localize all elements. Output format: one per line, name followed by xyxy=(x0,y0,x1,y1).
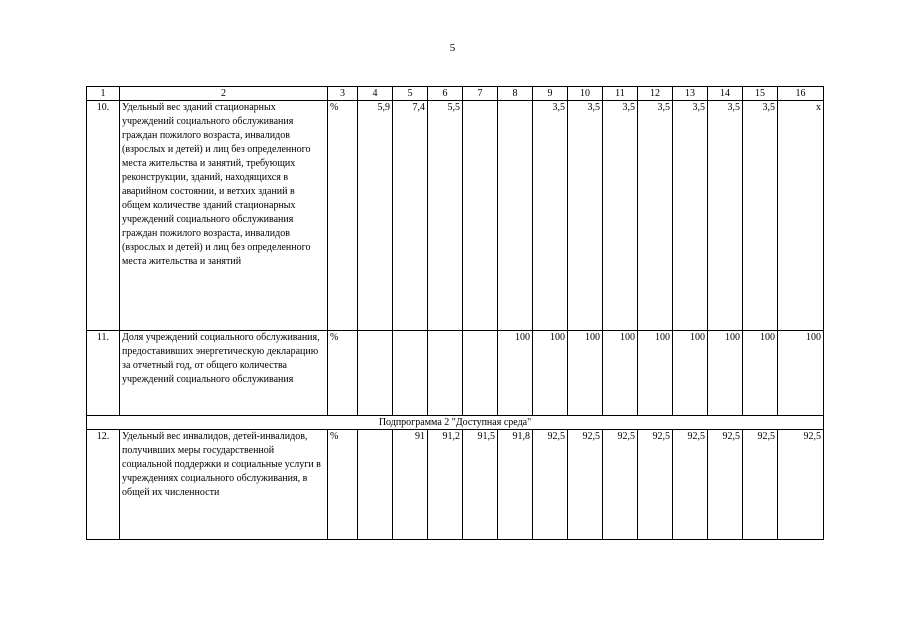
col-header: 12 xyxy=(638,87,673,101)
col-header: 13 xyxy=(673,87,708,101)
value-cell: 3,5 xyxy=(708,101,743,331)
value-cell xyxy=(358,331,393,416)
value-cell: 5,9 xyxy=(358,101,393,331)
value-cell: 92,5 xyxy=(533,430,568,540)
value-cell: 92,5 xyxy=(778,430,824,540)
value-cell: 91,2 xyxy=(428,430,463,540)
value-cell: 100 xyxy=(498,331,533,416)
value-cell: 3,5 xyxy=(638,101,673,331)
unit-cell: % xyxy=(328,101,358,331)
value-cell: 100 xyxy=(743,331,778,416)
value-cell: 100 xyxy=(603,331,638,416)
value-cell xyxy=(463,331,498,416)
value-cell: 92,5 xyxy=(708,430,743,540)
value-cell: х xyxy=(778,101,824,331)
col-header: 9 xyxy=(533,87,568,101)
row-number: 12. xyxy=(87,430,120,540)
value-cell xyxy=(393,331,428,416)
value-cell: 91 xyxy=(393,430,428,540)
value-cell: 100 xyxy=(778,331,824,416)
value-cell: 92,5 xyxy=(743,430,778,540)
page-number: 5 xyxy=(449,42,456,54)
value-cell: 100 xyxy=(568,331,603,416)
column-number-row xyxy=(87,87,824,101)
value-cell xyxy=(428,331,463,416)
value-cell: 92,5 xyxy=(568,430,603,540)
row-number: 11. xyxy=(87,331,120,416)
unit-cell: % xyxy=(328,430,358,540)
value-cell xyxy=(358,430,393,540)
col-header: 5 xyxy=(393,87,428,101)
indicator-name: Доля учреждений социального обслуживания, предоставивших энергетическую декларацию за отчетный год, от общего количества учреждений социального обслуживания xyxy=(120,331,328,416)
subprogram-title: Подпрограмма 2 "Доступная среда" xyxy=(87,416,824,430)
col-header: 6 xyxy=(428,87,463,101)
table-row xyxy=(87,430,824,540)
value-cell: 100 xyxy=(638,331,673,416)
value-cell: 3,5 xyxy=(533,101,568,331)
value-cell: 91,5 xyxy=(463,430,498,540)
subprogram-row xyxy=(87,416,824,430)
col-header: 16 xyxy=(778,87,824,101)
value-cell: 7,4 xyxy=(393,101,428,331)
col-header: 10 xyxy=(568,87,603,101)
table-row xyxy=(87,101,824,331)
col-header: 11 xyxy=(603,87,638,101)
col-header: 15 xyxy=(743,87,778,101)
col-header: 3 xyxy=(328,87,358,101)
value-cell: 3,5 xyxy=(743,101,778,331)
value-cell: 92,5 xyxy=(638,430,673,540)
value-cell: 3,5 xyxy=(568,101,603,331)
value-cell: 91,8 xyxy=(498,430,533,540)
value-cell xyxy=(463,101,498,331)
table-row xyxy=(87,331,824,416)
indicator-name: Удельный вес зданий стационарных учреждений социального обслуживания граждан пожилого возраста, инвалидов (взрослых и детей) и лиц без определенного места жительства и занятий, требующих реконструкции, зданий, находящихся в аварийном состоянии, и ветхих зданий в общем количестве зданий стационарных учреждений социального обслуживания граждан пожилого возраста, инвалидов (взрослых и детей) и лиц без определенного места жительства и занятий xyxy=(120,101,328,331)
indicators-table xyxy=(86,86,824,540)
value-cell: 5,5 xyxy=(428,101,463,331)
value-cell: 3,5 xyxy=(603,101,638,331)
value-cell: 92,5 xyxy=(673,430,708,540)
col-header: 2 xyxy=(120,87,328,101)
col-header: 8 xyxy=(498,87,533,101)
value-cell: 100 xyxy=(673,331,708,416)
col-header: 4 xyxy=(358,87,393,101)
col-header: 1 xyxy=(87,87,120,101)
value-cell xyxy=(498,101,533,331)
value-cell: 92,5 xyxy=(603,430,638,540)
col-header: 14 xyxy=(708,87,743,101)
col-header: 7 xyxy=(463,87,498,101)
unit-cell: % xyxy=(328,331,358,416)
row-number: 10. xyxy=(87,101,120,331)
value-cell: 3,5 xyxy=(673,101,708,331)
value-cell: 100 xyxy=(533,331,568,416)
indicator-name: Удельный вес инвалидов, детей-инвалидов, получивших меры государственной социальной поддержки и социальные услуги в учреждениях социального обслуживания, в общей их численности xyxy=(120,430,328,540)
value-cell: 100 xyxy=(708,331,743,416)
